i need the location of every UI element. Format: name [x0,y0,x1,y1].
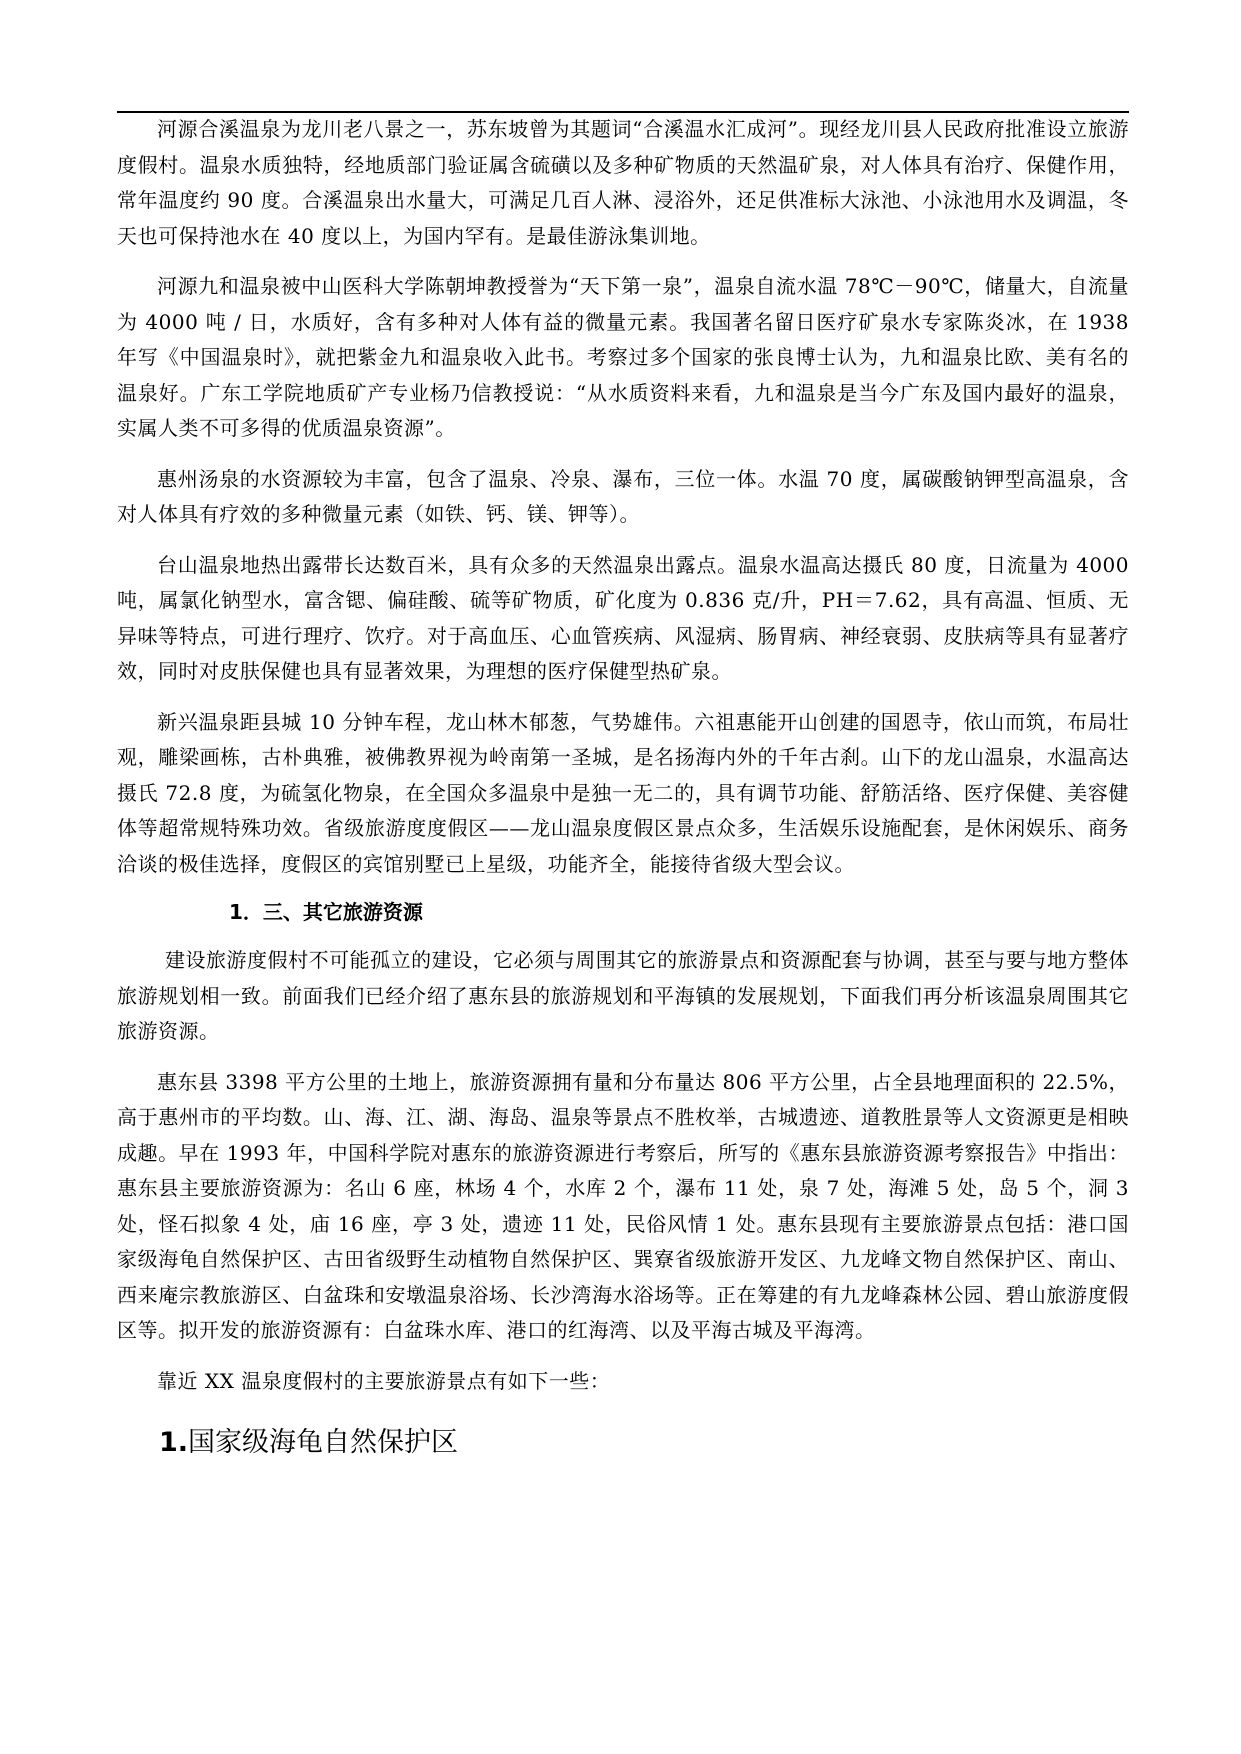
sub-heading-text: 国家级海龟自然保护区 [188,1427,459,1458]
paragraph-jiuhe-hot-spring: 河源九和温泉被中山医科大学陈朝坤教授誉为“天下第一泉”，温泉自流水温 78℃－90℃，储量大，自流量为 4000 吨 / 日，水质好，含有多种对人体有益的微量元素。我国著名留日医疗矿泉水专家陈炎冰，在 1938 年写《中国温泉时》，就把紫金九和温泉收入此书。考察过多个国家的张良博士认为，九和温泉比欧、美有名的温泉好。广东工学院地质矿产专业杨乃信教授说：“从水质资料来看，九和温泉是当今广东及国内最好的温泉，实属人类不可多得的优质温泉资源”。 [117,274,1129,440]
paragraph-xinxing-hot-spring: 新兴温泉距县城 10 分钟车程，龙山林木郁葱，气势雄伟。六祖惠能开山创建的国恩寺，依山而筑，布局壮观，雕梁画栋，古朴典雅，被佛教界视为岭南第一圣城，是名扬海内外的千年古刹。山下的龙山温泉，水温高达摄氏 72.8 度，为硫氢化物泉，在全国众多温泉中是独一无二的，具有调节功能、舒筋活络、医疗保健、美容健体等超常规特殊功效。省级旅游度度假区——龙山温泉度假区景点众多，生活娱乐设施配套，是休闲娱乐、商务洽谈的极佳选择，度假区的宾馆别墅已上星级，功能齐全，能接待省级大型会议。 [117,709,1129,876]
sub-heading-turtle-reserve [117,1423,1129,1463]
document-body [117,112,1129,1463]
paragraph-hexi-hot-spring: 河源合溪温泉为龙川老八景之一，苏东坡曾为其题词“合溪温水汇成河”。现经龙川县人民政府批准设立旅游度假村。温泉水质独特，经地质部门验证属含硫磺以及多种矿物质的天然温矿泉，对人体具有治疗、保健作用，常年温度约 90 度。合溪温泉出水量大，可满足几百人淋、浸浴外，还足供准标大泳池、小泳池用水及调温，冬天也可保持池水在 40 度以上，为国内罕有。是最佳游泳集训地。 [117,117,1129,248]
paragraph-huidong-resources: 惠东县 3398 平方公里的土地上，旅游资源拥有量和分布量达 806 平方公里，占全县地理面积的 22.5%，高于惠州市的平均数。山、海、江、湖、海岛、温泉等景点不胜枚举，古城遗迹、道教胜景等人文资源更是相映成趣。早在 1993 年，中国科学院对惠东的旅游资源进行考察后，所写的《惠东县旅游资源考察报告》中指出：惠东县主要旅游资源为：名山 6 座，林场 4 个，水库 2 个，瀑布 11 处，泉 7 处，海滩 5 处，岛 5 个，洞 3 处，怪石拟象 4 处，庙 16 座，亭 3 处，遗迹 11 处，民俗风情 1 处。惠东县现有主要旅游景点包括：港口国家级海龟自然保护区、古田省级野生动植物自然保护区、巽寮省级旅游开发区、九龙峰文物自然保护区、南山、西来庵宗教旅游区、白盆珠和安墩温泉浴场、长沙湾海水浴场等。正在筹建的有九龙峰森林公园、碧山旅游度假区等。拟开发的旅游资源有：白盆珠水库、港口的红海湾、以及平海古城及平海湾。 [117,1069,1129,1342]
section-heading-other-resources: 1．三、其它旅游资源 [229,900,423,924]
paragraph-resort-coordination: 建设旅游度假村不可能孤立的建设，它必须与周围其它的旅游景点和资源配套与协调，甚至与要与地方整体旅游规划相一致。前面我们已经介绍了惠东县的旅游规划和平海镇的发展规划，下面我们再分析该温泉周围其它旅游资源。 [117,948,1129,1043]
paragraph-huizhou-tangquan: 惠州汤泉的水资源较为丰富，包含了温泉、冷泉、瀑布，三位一体。水温 70 度，属碳酸钠钾型高温泉，含对人体具有疗效的多种微量元素（如铁、钙、镁、钾等）。 [117,466,1129,526]
sub-heading-number: 1. [159,1427,189,1458]
paragraph-taishan-hot-spring: 台山温泉地热出露带长达数百米，具有众多的天然温泉出露点。温泉水温高达摄氏 80 度，日流量为 4000 吨，属氯化钠型水，富含锶、偏硅酸、硫等矿物质，矿化度为 0.836 克/升，PH＝7.62，具有高温、恒质、无异味等特点，可进行理疗、饮疗。对于高血压、心血管疾病、风湿病、肠胃病、神经衰弱、皮肤病等具有显著疗效，同时对皮肤保健也具有显著效果，为理想的医疗保健型热矿泉。 [117,552,1129,683]
paragraph-nearby-attractions-intro: 靠近 XX 温泉度假村的主要旅游景点有如下一些： [157,1368,611,1393]
